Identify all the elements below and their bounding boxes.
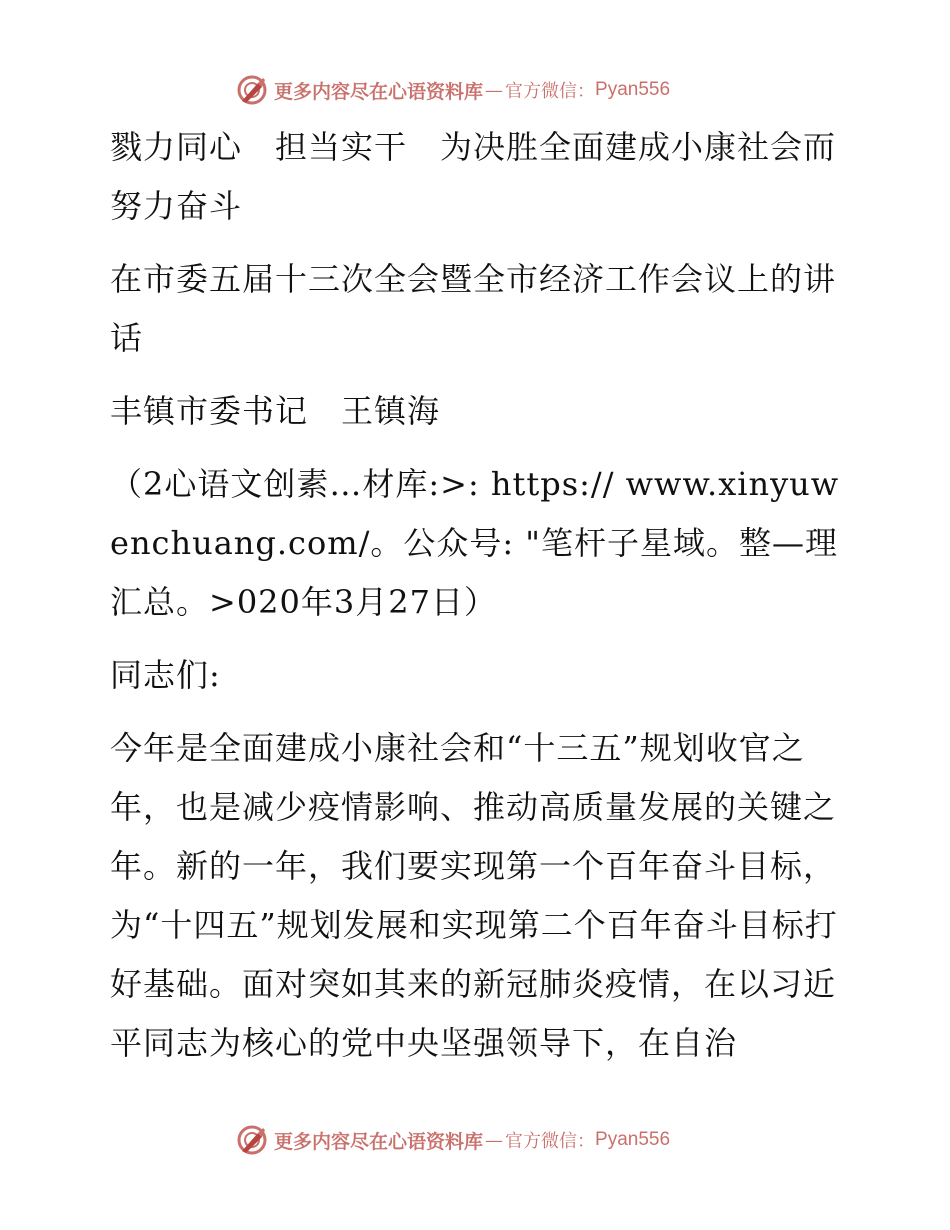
body-paragraph: 今年是全面建成小康社会和“十三五”规划收官之年，也是减少疫情影响、推动高质量发展的关键之年。新的一年，我们要实现第一个百年奋斗目标，为“十四五”规划发展和实现第二个百年奋斗目标打好基础。面对突如其来的新冠肺炎疫情，在以习近平同志为核心的党中央坚强领导下，在自治 — [110, 729, 838, 1062]
banner-separator: — — [485, 1129, 504, 1151]
header-banner — [236, 72, 716, 108]
banner-main-text: 更多内容尽在心语资料库 — [274, 1130, 484, 1153]
banner-separator: — — [485, 79, 504, 101]
document-title: 戮力同心 担当实干 为决胜全面建成小康社会而努力奋斗 — [110, 128, 837, 225]
banner-wechat-id: Pyan556 — [595, 1129, 671, 1150]
banner-wechat-label: 官方微信： — [505, 1131, 596, 1152]
banner-wechat-id: Pyan556 — [595, 79, 671, 100]
document-author: 丰镇市委书记 王镇海 — [110, 392, 441, 430]
pen-logo-icon — [236, 74, 268, 106]
pen-logo-icon — [236, 1124, 268, 1156]
banner-wechat-label: 官方微信： — [505, 81, 596, 102]
salutation: 同志们: — [110, 656, 221, 694]
footer-banner — [236, 1122, 716, 1158]
document-content — [98, 118, 858, 1073]
banner-main-text: 更多内容尽在心语资料库 — [274, 80, 484, 103]
document-subtitle: 在市委五届十三次全会暨全市经济工作会议上的讲话 — [110, 260, 837, 357]
source-note: （2心语文创素…材库:>: https:// www.xinyuwenchuang.com/。公众号: "笔杆子星域。整—理汇总。>020年3月27日） — [110, 465, 840, 621]
